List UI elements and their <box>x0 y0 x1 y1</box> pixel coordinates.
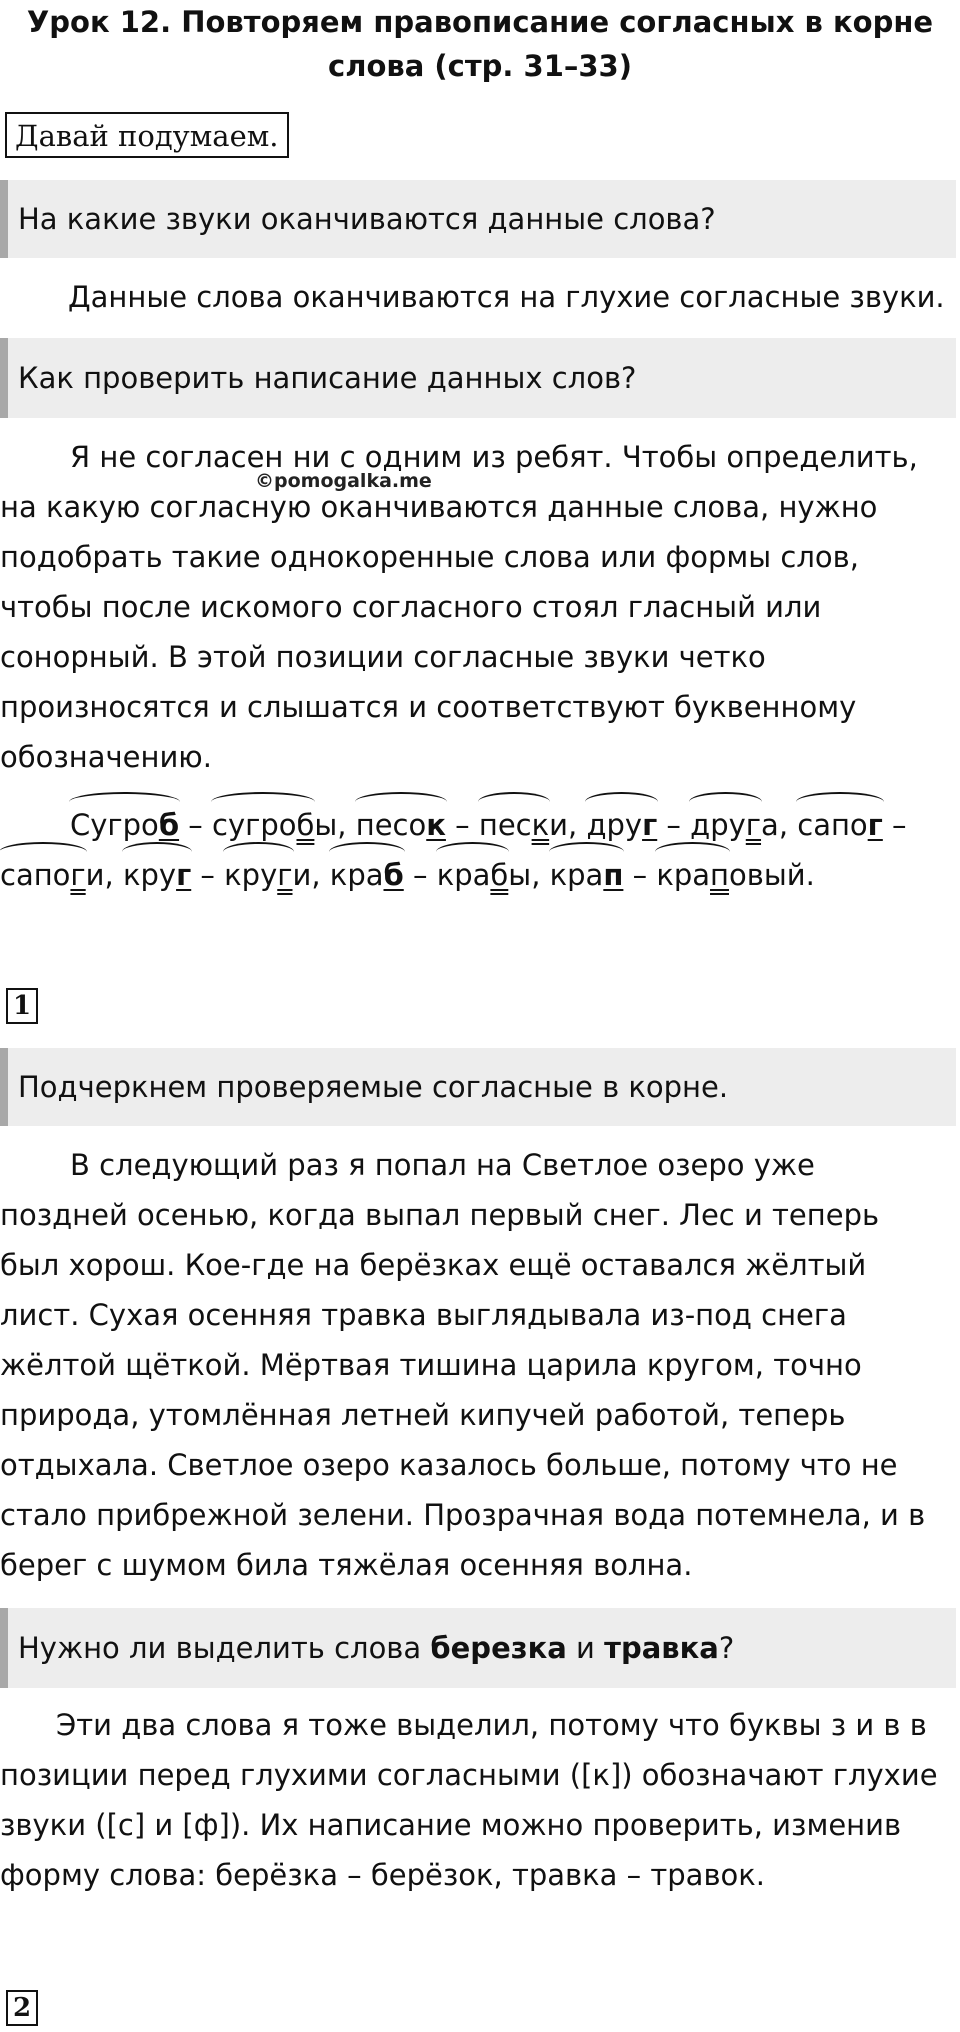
example-word <box>70 808 179 842</box>
root-consonant: б <box>490 858 509 892</box>
word-travka: травка <box>604 1631 719 1665</box>
task-1-question-text: Подчеркнем проверяемые согласные в корне. <box>18 1070 729 1104</box>
root-consonant: б <box>158 808 180 842</box>
root-consonant: б <box>296 808 315 842</box>
word-root: краб <box>437 850 509 900</box>
example-word <box>356 808 446 842</box>
task-1-answer-line: позиции перед глухими согласными ([к]) обозначают глухие <box>0 1758 938 1792</box>
task-1-line: В следующий раз я попал на Светлое озеро уже <box>70 1148 815 1182</box>
example-word <box>330 858 404 892</box>
example-word <box>797 808 883 842</box>
task-1-text <box>0 1140 956 1590</box>
example-word: крабы <box>437 858 532 892</box>
answer-2-line: сонорный. В этой позиции согласные звуки четко <box>0 640 766 674</box>
answer-2-line: подобрать такие однокоренные слова или формы слов, <box>0 540 859 574</box>
task-1-answer-line: Эти два слова я тоже выделил, потому что буквы з и в в <box>56 1708 927 1742</box>
watermark: ©pomogalka.me <box>255 470 432 492</box>
task-number-1: 1 <box>6 988 38 1024</box>
example-word: друга <box>690 808 779 842</box>
word-root: крап <box>656 850 729 900</box>
word-root: круг <box>224 850 292 900</box>
examples-line-2: сапоги, круг – круги, краб – крабы, крап – краповый. <box>0 850 956 900</box>
title-line-1: Урок 12. Повторяем правописание согласных в корне <box>26 5 934 39</box>
question-1 <box>0 180 956 258</box>
root-consonant: б <box>383 858 404 892</box>
root-consonant: г <box>277 858 293 892</box>
example-word <box>123 858 191 892</box>
answer-2-line: чтобы после искомого согласного стоял гласный или <box>0 590 822 624</box>
task-1-line: природа, утомлённая летней кипучей работой, теперь <box>0 1398 846 1432</box>
task-1-line: берег с шумом била тяжёлая осенняя волна. <box>0 1548 693 1582</box>
question-2 <box>0 338 956 418</box>
root-consonant: п <box>603 858 624 892</box>
answer-2-line: Я не согласен ни с одним из ребят. Чтобы определить, <box>70 440 918 474</box>
task-1-answer-line: звуки ([с] и [ф]). Их написание можно проверить, изменив <box>0 1808 902 1842</box>
question-1-text: На какие звуки оканчиваются данные слова? <box>18 202 716 236</box>
title-line-2: слова (стр. 31–33) <box>328 49 632 83</box>
root-consonant: к <box>426 808 446 842</box>
word-root: круг <box>123 850 191 900</box>
examples-line-1: Сугроб – сугробы, песок – пески, друг – друга, сапог – <box>0 800 956 850</box>
examples <box>0 800 956 900</box>
task-number-2: 2 <box>6 1990 38 2026</box>
task-1-line: поздней осенью, когда выпал первый снег. Лес и теперь <box>0 1198 880 1232</box>
root-consonant: г <box>867 808 883 842</box>
task-1-answer-line: форму слова: берёзка – берёзок, травка – травок. <box>0 1858 766 1892</box>
lesson-title <box>0 0 960 88</box>
example-word: круги <box>224 858 311 892</box>
think-label: Давай подумаем. <box>5 112 289 158</box>
word-root: сугроб <box>212 800 314 850</box>
word-root: краб <box>330 850 404 900</box>
root-consonant: п <box>710 858 729 892</box>
root-consonant: г <box>70 858 86 892</box>
task-1-line: был хорош. Кое-где на берёзках ещё оставался жёлтый <box>0 1248 867 1282</box>
task-1-answer <box>0 1700 956 1900</box>
word-root: друг <box>690 800 761 850</box>
task-1-question <box>0 1048 956 1126</box>
word-root: друг <box>586 800 657 850</box>
root-consonant: к <box>531 808 550 842</box>
root-consonant: г <box>745 808 762 842</box>
task-1-line: отдыхала. Светлое озеро казалось больше, потому что не <box>0 1448 898 1482</box>
root-consonant: г <box>176 858 192 892</box>
task-1-question-2-text: Нужно ли выделить слова березка и травка? <box>18 1631 735 1665</box>
word-root: песк <box>479 800 549 850</box>
answer-2-line: произносятся и слышатся и соответствуют буквенному <box>0 690 857 724</box>
task-1-question-2 <box>0 1608 956 1688</box>
answer-2 <box>0 432 956 782</box>
example-word <box>550 858 624 892</box>
example-word: пески <box>479 808 568 842</box>
question-2-text: Как проверить написание данных слов? <box>18 361 637 395</box>
word-berezka: березка <box>430 1631 567 1665</box>
task-1-line: жёлтой щёткой. Мёртвая тишина царила кругом, точно <box>0 1348 862 1382</box>
root-consonant: г <box>642 808 658 842</box>
divider <box>350 168 510 176</box>
answer-1: Данные слова оканчиваются на глухие согласные звуки. <box>68 280 945 314</box>
example-word: краповый <box>656 858 805 892</box>
word-root: сапог <box>0 850 86 900</box>
example-word: сапоги <box>0 858 105 892</box>
word-root: крап <box>550 850 624 900</box>
word-root: песок <box>356 800 446 850</box>
word-root: сапог <box>797 800 883 850</box>
word-root: Сугроб <box>70 800 179 850</box>
example-word: сугробы <box>212 808 337 842</box>
answer-2-line: на какую согласную оканчиваются данные слова, нужно <box>0 490 878 524</box>
task-1-line: лист. Сухая осенняя травка выглядывала из-под снега <box>0 1298 847 1332</box>
task-1-line: стало прибрежной зелени. Прозрачная вода потемнела, и в <box>0 1498 926 1532</box>
example-word <box>586 808 657 842</box>
answer-2-line: обозначению. <box>0 740 212 774</box>
